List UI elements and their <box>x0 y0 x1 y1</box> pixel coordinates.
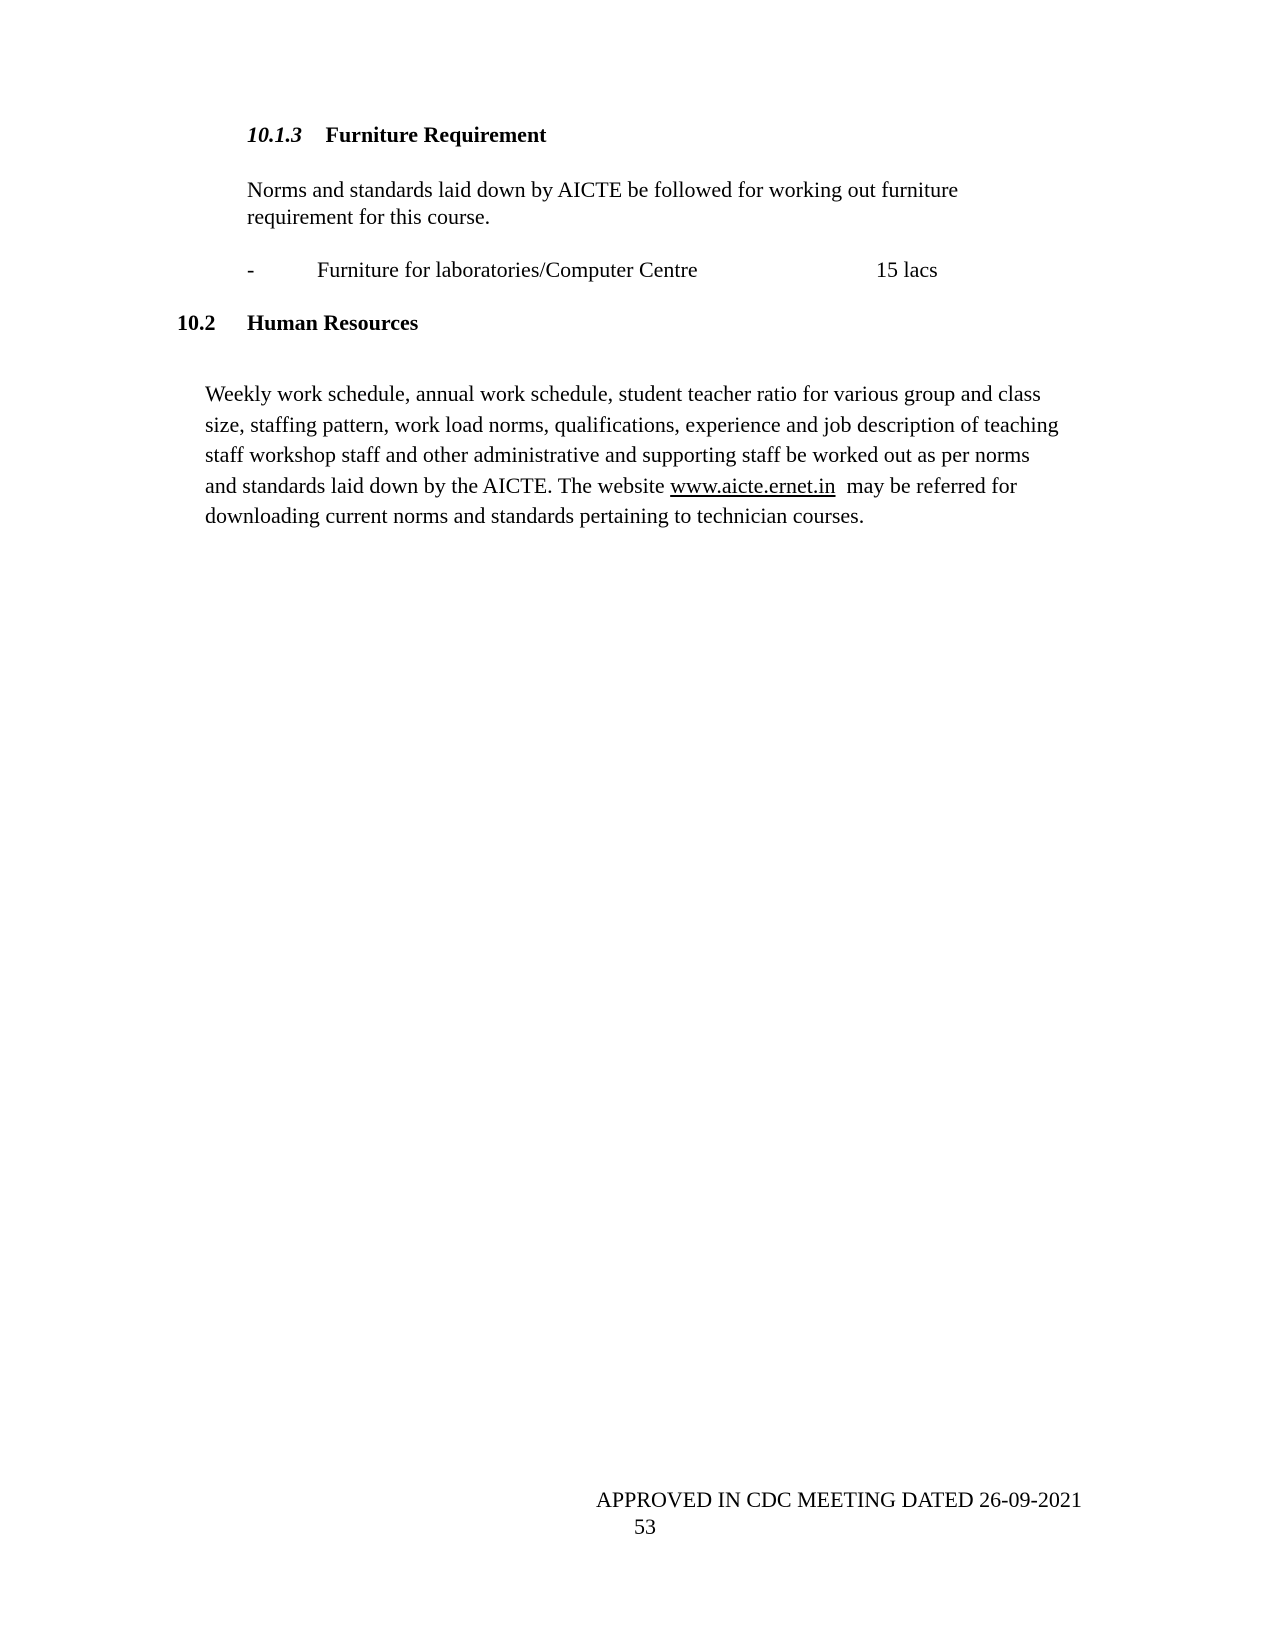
furniture-item-amount: 15 lacs <box>876 257 938 282</box>
section-title: Human Resources <box>247 310 419 335</box>
section-number: 10.2 <box>177 310 216 335</box>
subsection-title: Furniture Requirement <box>325 122 547 147</box>
paragraph-text: and standards laid down by the AICTE. The website <box>205 472 671 498</box>
list-bullet: - <box>247 257 255 282</box>
furniture-paragraph-line: Norms and standards laid down by AICTE be followed for working out furniture <box>247 177 959 202</box>
paragraph-text: may be referred for <box>835 472 1017 498</box>
paragraph-line: size, staffing pattern, work load norms, qualifications, experience and job description of teaching <box>205 411 1059 437</box>
paragraph-line: staff workshop staff and other administrative and supporting staff be worked out as per norms <box>205 442 1030 467</box>
page-number: 53 <box>634 1514 656 1539</box>
human-resources-paragraph <box>205 379 1125 532</box>
furniture-item-label: Furniture for laboratories/Computer Centre <box>317 257 698 282</box>
furniture-paragraph-line: requirement for this course. <box>247 204 491 229</box>
aicte-website-link[interactable]: www.aicte.ernet.in <box>670 472 836 498</box>
furniture-paragraph <box>247 176 1047 230</box>
subsection-number: 10.1.3 <box>247 122 302 147</box>
subsection-heading <box>247 122 547 148</box>
paragraph-line: Weekly work schedule, annual work schedule, student teacher ratio for various group and class <box>205 381 1041 406</box>
paragraph-line-with-link <box>205 471 1125 502</box>
paragraph-line: downloading current norms and standards pertaining to technician courses. <box>205 503 865 528</box>
approval-footer: APPROVED IN CDC MEETING DATED 26-09-2021 <box>596 1487 1082 1512</box>
